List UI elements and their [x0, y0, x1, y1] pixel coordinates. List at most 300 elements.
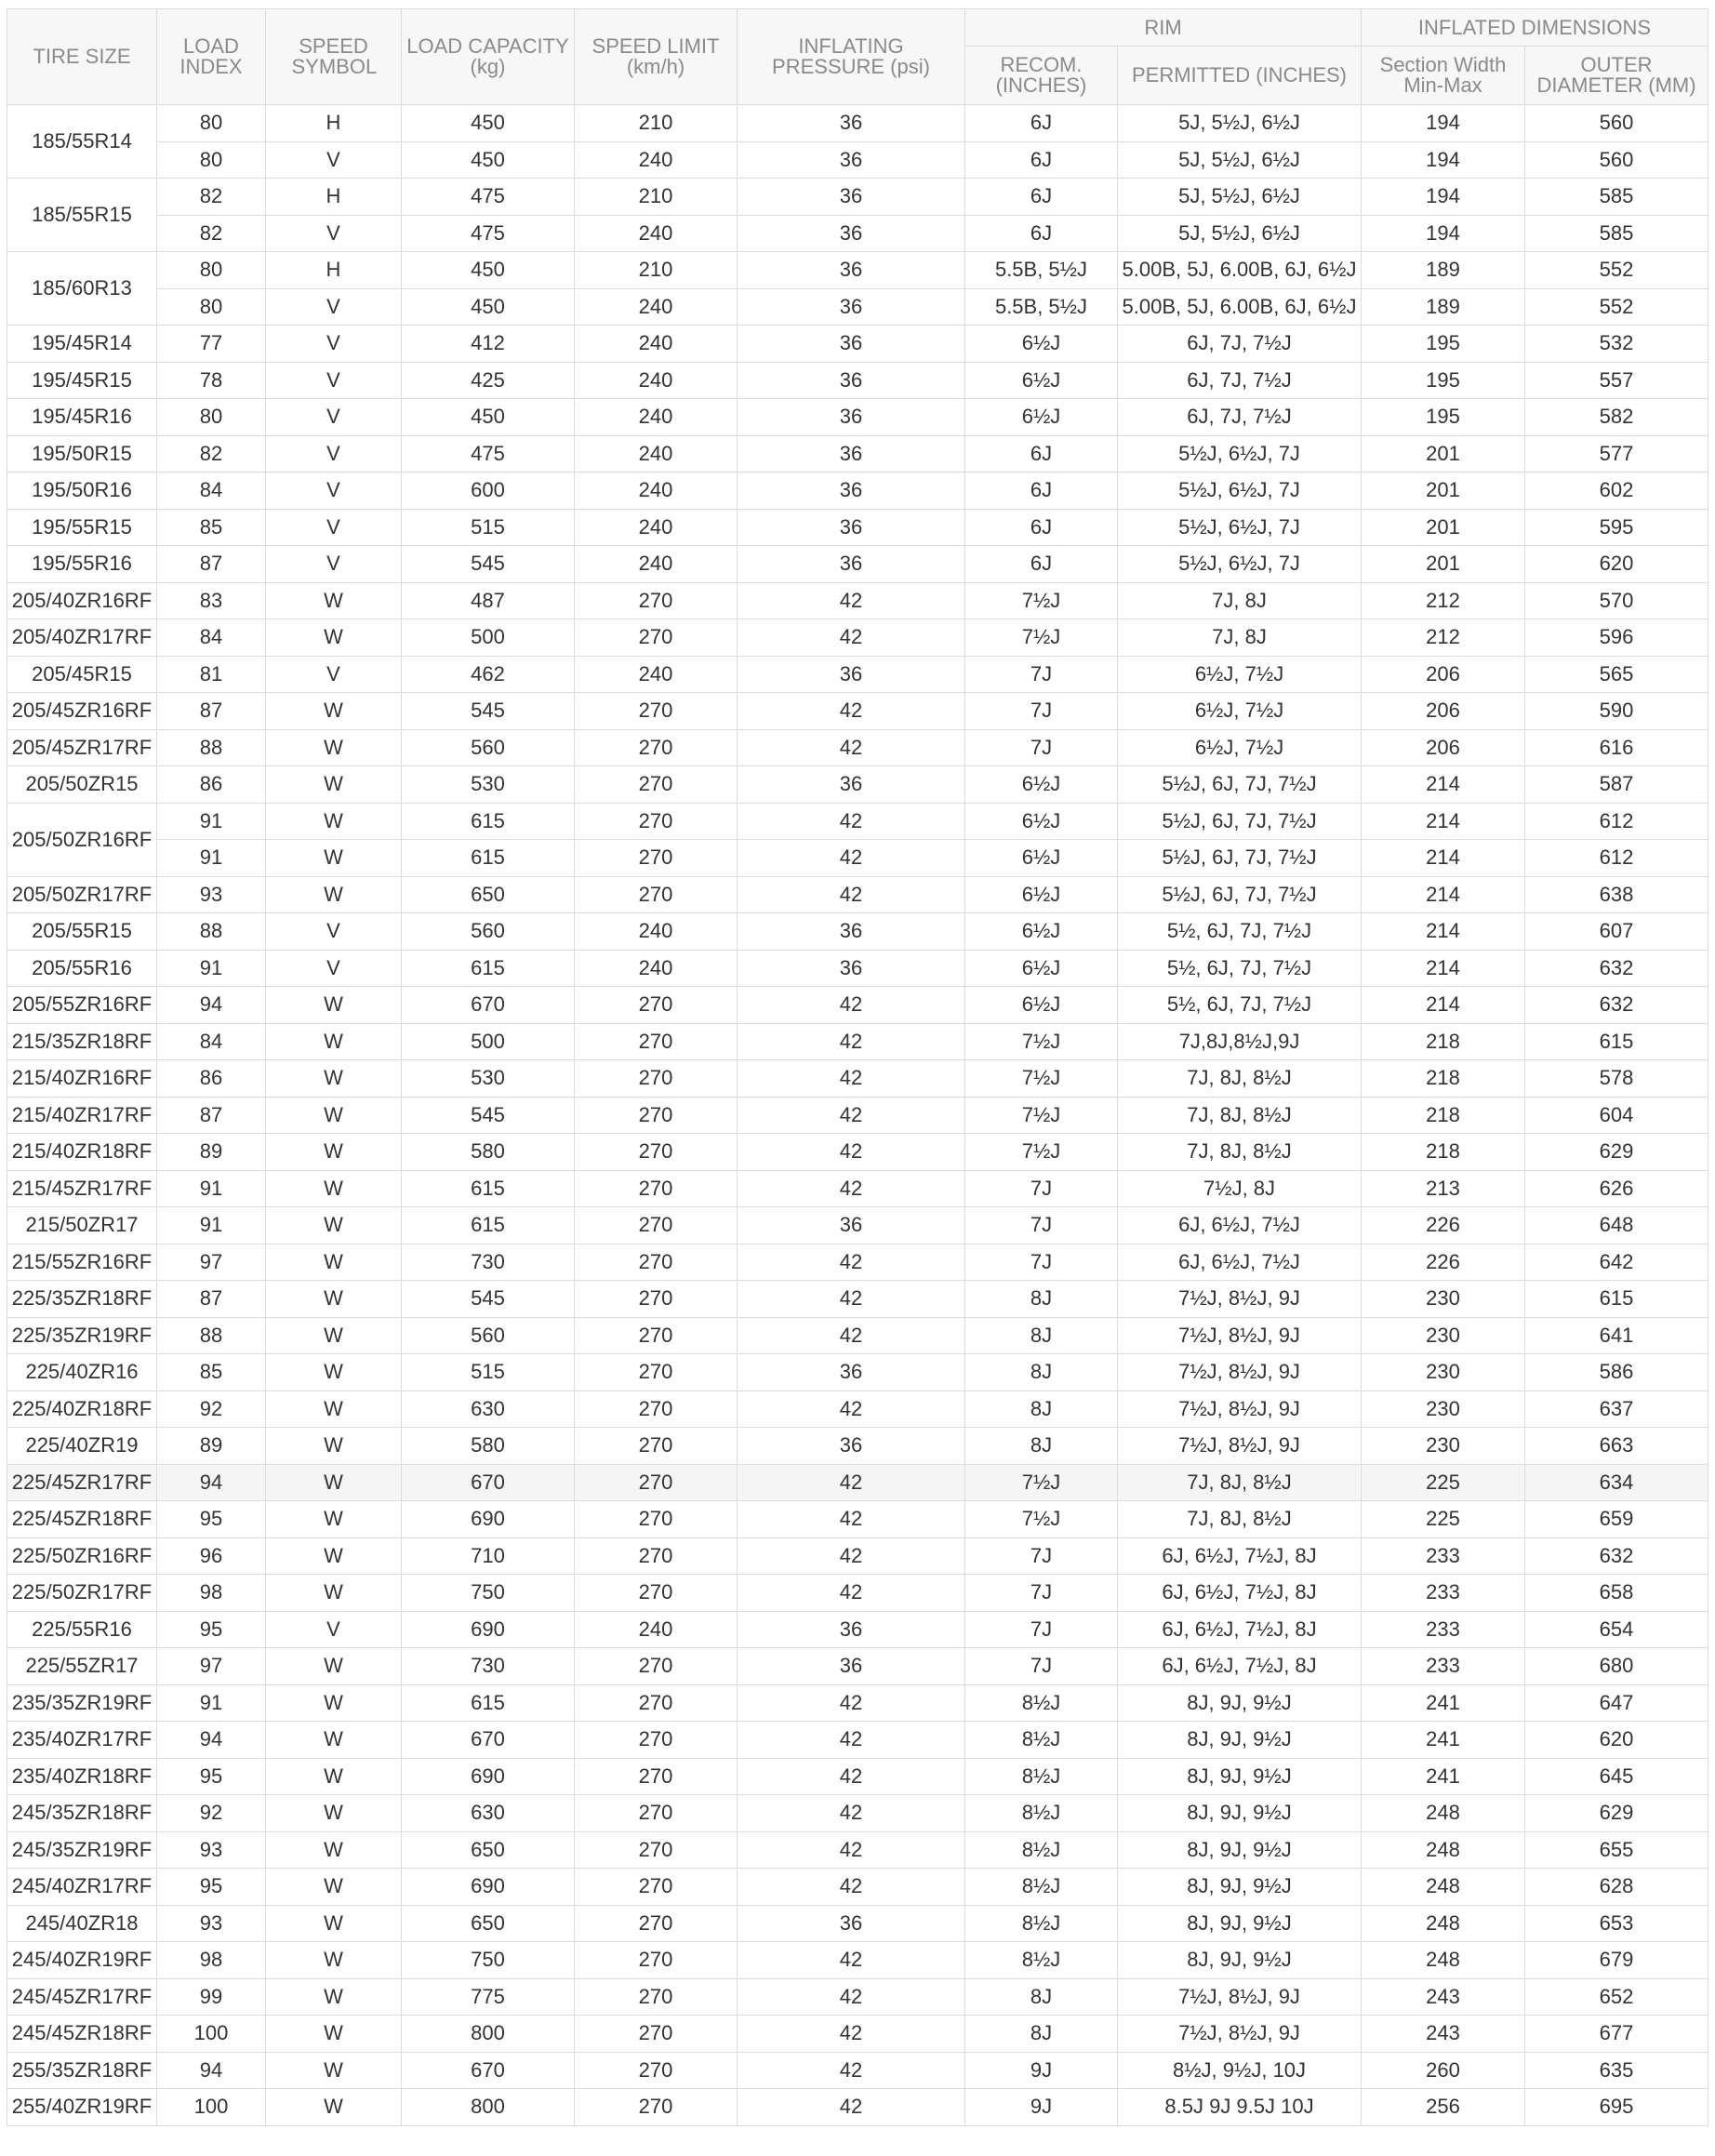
cell-load-index: 84 — [157, 472, 266, 510]
cell-speed-symbol: W — [266, 840, 402, 877]
cell-speed-limit: 270 — [575, 1684, 738, 1722]
cell-section-width: 189 — [1362, 288, 1525, 326]
cell-speed-limit: 240 — [575, 288, 738, 326]
cell-section-width: 214 — [1362, 950, 1525, 987]
cell-inflating-pressure: 42 — [738, 1281, 965, 1318]
cell-speed-limit: 270 — [575, 1905, 738, 1942]
cell-outer-diameter: 557 — [1525, 362, 1708, 399]
cell-outer-diameter: 604 — [1525, 1097, 1708, 1134]
cell-rim-permitted: 8½J, 9½J, 10J — [1118, 2052, 1362, 2089]
cell-tire-size: 195/55R16 — [7, 546, 157, 583]
cell-inflating-pressure: 42 — [738, 1023, 965, 1060]
cell-load-capacity: 670 — [402, 2052, 575, 2089]
cell-speed-limit: 270 — [575, 1464, 738, 1501]
cell-tire-size: 195/45R16 — [7, 399, 157, 436]
cell-rim-permitted: 7J, 8J, 8½J — [1118, 1501, 1362, 1538]
cell-speed-symbol: V — [266, 509, 402, 546]
table-row — [7, 2052, 1708, 2089]
cell-load-capacity: 475 — [402, 215, 575, 252]
cell-outer-diameter: 635 — [1525, 2052, 1708, 2089]
cell-tire-size: 205/50ZR15 — [7, 766, 157, 804]
cell-speed-symbol: V — [266, 141, 402, 179]
cell-outer-diameter: 560 — [1525, 141, 1708, 179]
cell-rim-permitted: 7J, 8J, 8½J — [1118, 1134, 1362, 1171]
cell-tire-size: 205/55R15 — [7, 913, 157, 951]
cell-speed-symbol: W — [266, 1978, 402, 2016]
cell-load-capacity: 650 — [402, 876, 575, 913]
cell-rim-permitted: 6J, 7J, 7½J — [1118, 326, 1362, 363]
cell-section-width: 214 — [1362, 876, 1525, 913]
cell-rim-permitted: 5½J, 6½J, 7J — [1118, 546, 1362, 583]
cell-load-index: 86 — [157, 766, 266, 804]
cell-speed-limit: 270 — [575, 1134, 738, 1171]
cell-load-index: 84 — [157, 619, 266, 657]
cell-speed-limit: 270 — [575, 2089, 738, 2126]
cell-section-width: 194 — [1362, 105, 1525, 142]
cell-outer-diameter: 612 — [1525, 803, 1708, 840]
cell-speed-symbol: W — [266, 2089, 402, 2126]
cell-rim-permitted: 8J, 9J, 9½J — [1118, 1905, 1362, 1942]
header-rim-permitted: PERMITTED (INCHES) — [1118, 47, 1362, 105]
cell-speed-symbol: W — [266, 1097, 402, 1134]
cell-rim-permitted: 6½J, 7½J — [1118, 729, 1362, 766]
cell-load-index: 97 — [157, 1648, 266, 1685]
cell-rim-permitted: 7½J, 8½J, 9J — [1118, 1317, 1362, 1354]
cell-load-capacity: 500 — [402, 619, 575, 657]
cell-section-width: 256 — [1362, 2089, 1525, 2126]
cell-load-capacity: 670 — [402, 1722, 575, 1759]
cell-section-width: 243 — [1362, 1978, 1525, 2016]
cell-section-width: 226 — [1362, 1244, 1525, 1281]
cell-section-width: 212 — [1362, 582, 1525, 619]
cell-speed-symbol: W — [266, 1537, 402, 1575]
cell-rim-permitted: 7J, 8J — [1118, 619, 1362, 657]
cell-rim-recom: 7½J — [965, 1097, 1118, 1134]
cell-load-capacity: 515 — [402, 1354, 575, 1391]
cell-load-index: 91 — [157, 840, 266, 877]
cell-load-index: 80 — [157, 141, 266, 179]
table-row — [7, 1684, 1708, 1722]
cell-outer-diameter: 560 — [1525, 105, 1708, 142]
cell-speed-limit: 240 — [575, 399, 738, 436]
cell-rim-permitted: 7J, 8J, 8½J — [1118, 1464, 1362, 1501]
table-row — [7, 288, 1708, 326]
cell-inflating-pressure: 36 — [738, 472, 965, 510]
cell-load-index: 87 — [157, 693, 266, 730]
cell-rim-permitted: 5J, 5½J, 6½J — [1118, 179, 1362, 216]
cell-rim-permitted: 7J,8J,8½J,9J — [1118, 1023, 1362, 1060]
cell-speed-limit: 270 — [575, 1758, 738, 1795]
cell-load-capacity: 412 — [402, 326, 575, 363]
header-rim-recom — [965, 47, 1118, 105]
cell-tire-size: 225/45ZR17RF — [7, 1464, 157, 1501]
cell-speed-limit: 270 — [575, 1060, 738, 1098]
cell-rim-recom: 6½J — [965, 876, 1118, 913]
header-tire-size: TIRE SIZE — [7, 9, 157, 105]
table-row — [7, 179, 1708, 216]
cell-tire-size: 245/35ZR18RF — [7, 1795, 157, 1832]
cell-tire-size: 195/50R16 — [7, 472, 157, 510]
cell-inflating-pressure: 36 — [738, 1207, 965, 1244]
table-header — [7, 9, 1708, 105]
cell-outer-diameter: 629 — [1525, 1795, 1708, 1832]
table-row — [7, 1537, 1708, 1575]
cell-section-width: 225 — [1362, 1464, 1525, 1501]
cell-load-capacity: 530 — [402, 766, 575, 804]
cell-section-width: 218 — [1362, 1097, 1525, 1134]
cell-speed-limit: 210 — [575, 252, 738, 289]
cell-inflating-pressure: 42 — [738, 582, 965, 619]
table-row — [7, 215, 1708, 252]
table-row — [7, 1097, 1708, 1134]
cell-outer-diameter: 652 — [1525, 1978, 1708, 2016]
cell-tire-size: 255/35ZR18RF — [7, 2052, 157, 2089]
cell-outer-diameter: 641 — [1525, 1317, 1708, 1354]
cell-speed-limit: 240 — [575, 656, 738, 693]
cell-load-capacity: 545 — [402, 693, 575, 730]
cell-speed-limit: 270 — [575, 693, 738, 730]
cell-section-width: 248 — [1362, 1869, 1525, 1906]
cell-tire-size: 245/40ZR18 — [7, 1905, 157, 1942]
cell-load-index: 87 — [157, 1281, 266, 1318]
cell-inflating-pressure: 36 — [738, 288, 965, 326]
cell-speed-symbol: W — [266, 1207, 402, 1244]
cell-load-index: 100 — [157, 2089, 266, 2126]
cell-tire-size: 225/35ZR18RF — [7, 1281, 157, 1318]
cell-speed-limit: 240 — [575, 326, 738, 363]
table-row — [7, 766, 1708, 804]
table-row — [7, 876, 1708, 913]
cell-outer-diameter: 552 — [1525, 252, 1708, 289]
cell-load-index: 95 — [157, 1758, 266, 1795]
cell-rim-recom: 6½J — [965, 399, 1118, 436]
cell-load-index: 87 — [157, 1097, 266, 1134]
cell-outer-diameter: 647 — [1525, 1684, 1708, 1722]
cell-rim-permitted: 7½J, 8½J, 9J — [1118, 1978, 1362, 2016]
cell-inflating-pressure: 36 — [738, 435, 965, 472]
cell-outer-diameter: 695 — [1525, 2089, 1708, 2126]
cell-section-width: 214 — [1362, 803, 1525, 840]
table-row — [7, 803, 1708, 840]
cell-load-capacity: 650 — [402, 1831, 575, 1869]
cell-rim-permitted: 6J, 6½J, 7½J, 8J — [1118, 1611, 1362, 1648]
cell-section-width: 248 — [1362, 1942, 1525, 1979]
cell-load-capacity: 615 — [402, 950, 575, 987]
cell-rim-permitted: 6J, 7J, 7½J — [1118, 362, 1362, 399]
cell-rim-recom: 9J — [965, 2089, 1118, 2126]
table-row — [7, 987, 1708, 1024]
cell-tire-size: 225/55ZR17 — [7, 1648, 157, 1685]
cell-speed-symbol: W — [266, 1575, 402, 1612]
table-row — [7, 1244, 1708, 1281]
cell-load-index: 89 — [157, 1428, 266, 1465]
cell-speed-symbol: W — [266, 582, 402, 619]
header-load-index-label: LOAD INDEX — [179, 34, 243, 78]
cell-tire-size: 245/35ZR19RF — [7, 1831, 157, 1869]
cell-tire-size: 225/40ZR16 — [7, 1354, 157, 1391]
cell-rim-permitted: 8J, 9J, 9½J — [1118, 1942, 1362, 1979]
cell-inflating-pressure: 36 — [738, 1905, 965, 1942]
cell-speed-symbol: V — [266, 913, 402, 951]
cell-section-width: 233 — [1362, 1575, 1525, 1612]
cell-speed-symbol: W — [266, 1244, 402, 1281]
cell-load-capacity: 670 — [402, 987, 575, 1024]
cell-section-width: 260 — [1362, 2052, 1525, 2089]
cell-load-index: 82 — [157, 179, 266, 216]
cell-rim-recom: 6½J — [965, 913, 1118, 951]
cell-rim-recom: 6½J — [965, 362, 1118, 399]
header-outer-diameter — [1525, 47, 1708, 105]
cell-load-capacity: 560 — [402, 1317, 575, 1354]
table-row — [7, 2016, 1708, 2053]
cell-load-capacity: 615 — [402, 1684, 575, 1722]
cell-speed-limit: 270 — [575, 729, 738, 766]
cell-speed-symbol: V — [266, 399, 402, 436]
cell-outer-diameter: 586 — [1525, 1354, 1708, 1391]
cell-load-index: 91 — [157, 803, 266, 840]
cell-rim-recom: 9J — [965, 2052, 1118, 2089]
cell-section-width: 214 — [1362, 840, 1525, 877]
cell-rim-permitted: 8.5J 9J 9.5J 10J — [1118, 2089, 1362, 2126]
cell-speed-limit: 210 — [575, 179, 738, 216]
cell-speed-limit: 270 — [575, 1869, 738, 1906]
cell-rim-permitted: 5½J, 6J, 7J, 7½J — [1118, 876, 1362, 913]
cell-inflating-pressure: 42 — [738, 693, 965, 730]
cell-load-index: 85 — [157, 509, 266, 546]
cell-inflating-pressure: 36 — [738, 1428, 965, 1465]
table-row — [7, 105, 1708, 142]
cell-rim-recom: 7J — [965, 1207, 1118, 1244]
header-rim-recom-label: RECOM. (INCHES) — [995, 53, 1087, 97]
cell-speed-limit: 270 — [575, 1354, 738, 1391]
cell-section-width: 225 — [1362, 1501, 1525, 1538]
cell-tire-size: 195/45R15 — [7, 362, 157, 399]
cell-inflating-pressure: 42 — [738, 1170, 965, 1207]
cell-speed-limit: 240 — [575, 950, 738, 987]
cell-load-capacity: 545 — [402, 1097, 575, 1134]
table-row — [7, 399, 1708, 436]
cell-rim-recom: 6½J — [965, 987, 1118, 1024]
cell-section-width: 194 — [1362, 141, 1525, 179]
cell-speed-limit: 270 — [575, 766, 738, 804]
cell-outer-diameter: 532 — [1525, 326, 1708, 363]
cell-rim-permitted: 7J, 8J, 8½J — [1118, 1060, 1362, 1098]
cell-outer-diameter: 577 — [1525, 435, 1708, 472]
cell-inflating-pressure: 42 — [738, 1831, 965, 1869]
cell-tire-size: 245/40ZR19RF — [7, 1942, 157, 1979]
cell-inflating-pressure: 36 — [738, 399, 965, 436]
cell-load-index: 91 — [157, 1170, 266, 1207]
header-speed-symbol-label: SPEED SYMBOL — [291, 34, 378, 78]
header-inflating-pressure — [738, 9, 965, 105]
cell-inflating-pressure: 42 — [738, 987, 965, 1024]
cell-rim-permitted: 5J, 5½J, 6½J — [1118, 105, 1362, 142]
cell-inflating-pressure: 42 — [738, 1722, 965, 1759]
cell-inflating-pressure: 42 — [738, 1244, 965, 1281]
cell-outer-diameter: 677 — [1525, 2016, 1708, 2053]
cell-speed-symbol: W — [266, 729, 402, 766]
cell-section-width: 243 — [1362, 2016, 1525, 2053]
cell-outer-diameter: 607 — [1525, 913, 1708, 951]
cell-rim-permitted: 8J, 9J, 9½J — [1118, 1831, 1362, 1869]
cell-load-capacity: 690 — [402, 1758, 575, 1795]
cell-rim-permitted: 5½, 6J, 7J, 7½J — [1118, 913, 1362, 951]
cell-rim-recom: 6½J — [965, 840, 1118, 877]
cell-inflating-pressure: 36 — [738, 362, 965, 399]
cell-tire-size: 215/55ZR16RF — [7, 1244, 157, 1281]
cell-outer-diameter: 679 — [1525, 1942, 1708, 1979]
cell-inflating-pressure: 42 — [738, 1684, 965, 1722]
cell-inflating-pressure: 42 — [738, 1942, 965, 1979]
cell-speed-symbol: W — [266, 987, 402, 1024]
cell-tire-size: 215/40ZR16RF — [7, 1060, 157, 1098]
cell-inflating-pressure: 42 — [738, 1758, 965, 1795]
table-row — [7, 141, 1708, 179]
cell-speed-symbol: V — [266, 362, 402, 399]
cell-load-index: 78 — [157, 362, 266, 399]
cell-section-width: 201 — [1362, 546, 1525, 583]
cell-speed-limit: 270 — [575, 1722, 738, 1759]
cell-section-width: 213 — [1362, 1170, 1525, 1207]
cell-load-index: 91 — [157, 1684, 266, 1722]
cell-rim-permitted: 8J, 9J, 9½J — [1118, 1722, 1362, 1759]
cell-rim-permitted: 5.00B, 5J, 6.00B, 6J, 6½J — [1118, 252, 1362, 289]
cell-inflating-pressure: 36 — [738, 105, 965, 142]
cell-load-capacity: 615 — [402, 840, 575, 877]
cell-speed-limit: 270 — [575, 1942, 738, 1979]
cell-rim-recom: 8J — [965, 1428, 1118, 1465]
cell-rim-permitted: 5J, 5½J, 6½J — [1118, 215, 1362, 252]
cell-outer-diameter: 612 — [1525, 840, 1708, 877]
cell-rim-recom: 8J — [965, 1317, 1118, 1354]
cell-section-width: 189 — [1362, 252, 1525, 289]
cell-tire-size: 255/40ZR19RF — [7, 2089, 157, 2126]
cell-section-width: 195 — [1362, 326, 1525, 363]
cell-load-capacity: 670 — [402, 1464, 575, 1501]
cell-load-capacity: 450 — [402, 252, 575, 289]
cell-load-index: 93 — [157, 1905, 266, 1942]
cell-speed-symbol: W — [266, 1684, 402, 1722]
cell-load-capacity: 690 — [402, 1869, 575, 1906]
cell-speed-symbol: W — [266, 1869, 402, 1906]
cell-section-width: 195 — [1362, 399, 1525, 436]
cell-rim-permitted: 5½J, 6J, 7J, 7½J — [1118, 803, 1362, 840]
cell-rim-permitted: 8J, 9J, 9½J — [1118, 1795, 1362, 1832]
cell-speed-limit: 270 — [575, 803, 738, 840]
cell-inflating-pressure: 42 — [738, 803, 965, 840]
cell-speed-symbol: W — [266, 1831, 402, 1869]
cell-speed-symbol: H — [266, 105, 402, 142]
cell-inflating-pressure: 42 — [738, 1501, 965, 1538]
cell-outer-diameter: 629 — [1525, 1134, 1708, 1171]
table-row — [7, 1428, 1708, 1465]
cell-section-width: 206 — [1362, 656, 1525, 693]
cell-load-capacity: 690 — [402, 1501, 575, 1538]
cell-rim-recom: 7J — [965, 1648, 1118, 1685]
cell-rim-recom: 6½J — [965, 950, 1118, 987]
cell-outer-diameter: 585 — [1525, 179, 1708, 216]
cell-outer-diameter: 680 — [1525, 1648, 1708, 1685]
cell-speed-symbol: W — [266, 1942, 402, 1979]
cell-inflating-pressure: 36 — [738, 179, 965, 216]
cell-speed-symbol: W — [266, 1795, 402, 1832]
cell-rim-recom: 6J — [965, 509, 1118, 546]
cell-inflating-pressure: 42 — [738, 1464, 965, 1501]
cell-load-index: 98 — [157, 1942, 266, 1979]
cell-rim-permitted: 6J, 6½J, 7½J, 8J — [1118, 1575, 1362, 1612]
cell-load-index: 99 — [157, 1978, 266, 2016]
cell-rim-recom: 8½J — [965, 1722, 1118, 1759]
cell-load-capacity: 475 — [402, 435, 575, 472]
cell-tire-size: 195/50R15 — [7, 435, 157, 472]
cell-load-capacity: 530 — [402, 1060, 575, 1098]
cell-rim-recom: 7J — [965, 729, 1118, 766]
cell-load-index: 80 — [157, 399, 266, 436]
cell-load-capacity: 630 — [402, 1391, 575, 1428]
cell-speed-symbol: W — [266, 1428, 402, 1465]
cell-outer-diameter: 658 — [1525, 1575, 1708, 1612]
cell-speed-symbol: W — [266, 1281, 402, 1318]
cell-outer-diameter: 626 — [1525, 1170, 1708, 1207]
cell-load-index: 97 — [157, 1244, 266, 1281]
table-row — [7, 1317, 1708, 1354]
cell-outer-diameter: 602 — [1525, 472, 1708, 510]
cell-load-capacity: 425 — [402, 362, 575, 399]
tire-spec-table-container — [7, 8, 1708, 2126]
cell-load-capacity: 545 — [402, 546, 575, 583]
cell-rim-permitted: 6J, 7J, 7½J — [1118, 399, 1362, 436]
cell-load-capacity: 750 — [402, 1575, 575, 1612]
cell-speed-limit: 270 — [575, 840, 738, 877]
cell-load-index: 95 — [157, 1611, 266, 1648]
cell-load-capacity: 730 — [402, 1648, 575, 1685]
header-speed-limit-label: SPEED LIMIT (km/h) — [592, 34, 720, 78]
cell-inflating-pressure: 42 — [738, 1391, 965, 1428]
cell-speed-limit: 270 — [575, 876, 738, 913]
cell-outer-diameter: 596 — [1525, 619, 1708, 657]
table-row — [7, 693, 1708, 730]
cell-tire-size: 235/40ZR18RF — [7, 1758, 157, 1795]
cell-speed-limit: 270 — [575, 1648, 738, 1685]
cell-speed-symbol: W — [266, 693, 402, 730]
cell-speed-limit: 270 — [575, 1428, 738, 1465]
cell-speed-symbol: W — [266, 619, 402, 657]
cell-load-index: 84 — [157, 1023, 266, 1060]
cell-rim-recom: 6J — [965, 105, 1118, 142]
cell-section-width: 214 — [1362, 766, 1525, 804]
cell-section-width: 218 — [1362, 1023, 1525, 1060]
cell-load-index: 91 — [157, 950, 266, 987]
cell-rim-permitted: 7J, 8J, 8½J — [1118, 1097, 1362, 1134]
cell-section-width: 248 — [1362, 1831, 1525, 1869]
table-row — [7, 950, 1708, 987]
cell-load-capacity: 580 — [402, 1134, 575, 1171]
cell-rim-recom: 7½J — [965, 582, 1118, 619]
table-row — [7, 435, 1708, 472]
table-row — [7, 1464, 1708, 1501]
table-row — [7, 1207, 1708, 1244]
header-inflating-pressure-label: INFLATING PRESSURE (psi) — [772, 34, 930, 78]
cell-speed-symbol: V — [266, 472, 402, 510]
cell-section-width: 218 — [1362, 1134, 1525, 1171]
header-rim: RIM — [965, 9, 1362, 47]
cell-section-width: 194 — [1362, 215, 1525, 252]
cell-outer-diameter: 620 — [1525, 546, 1708, 583]
cell-rim-permitted: 6J, 6½J, 7½J, 8J — [1118, 1648, 1362, 1685]
cell-section-width: 201 — [1362, 472, 1525, 510]
cell-rim-permitted: 8J, 9J, 9½J — [1118, 1869, 1362, 1906]
cell-inflating-pressure: 36 — [738, 1611, 965, 1648]
